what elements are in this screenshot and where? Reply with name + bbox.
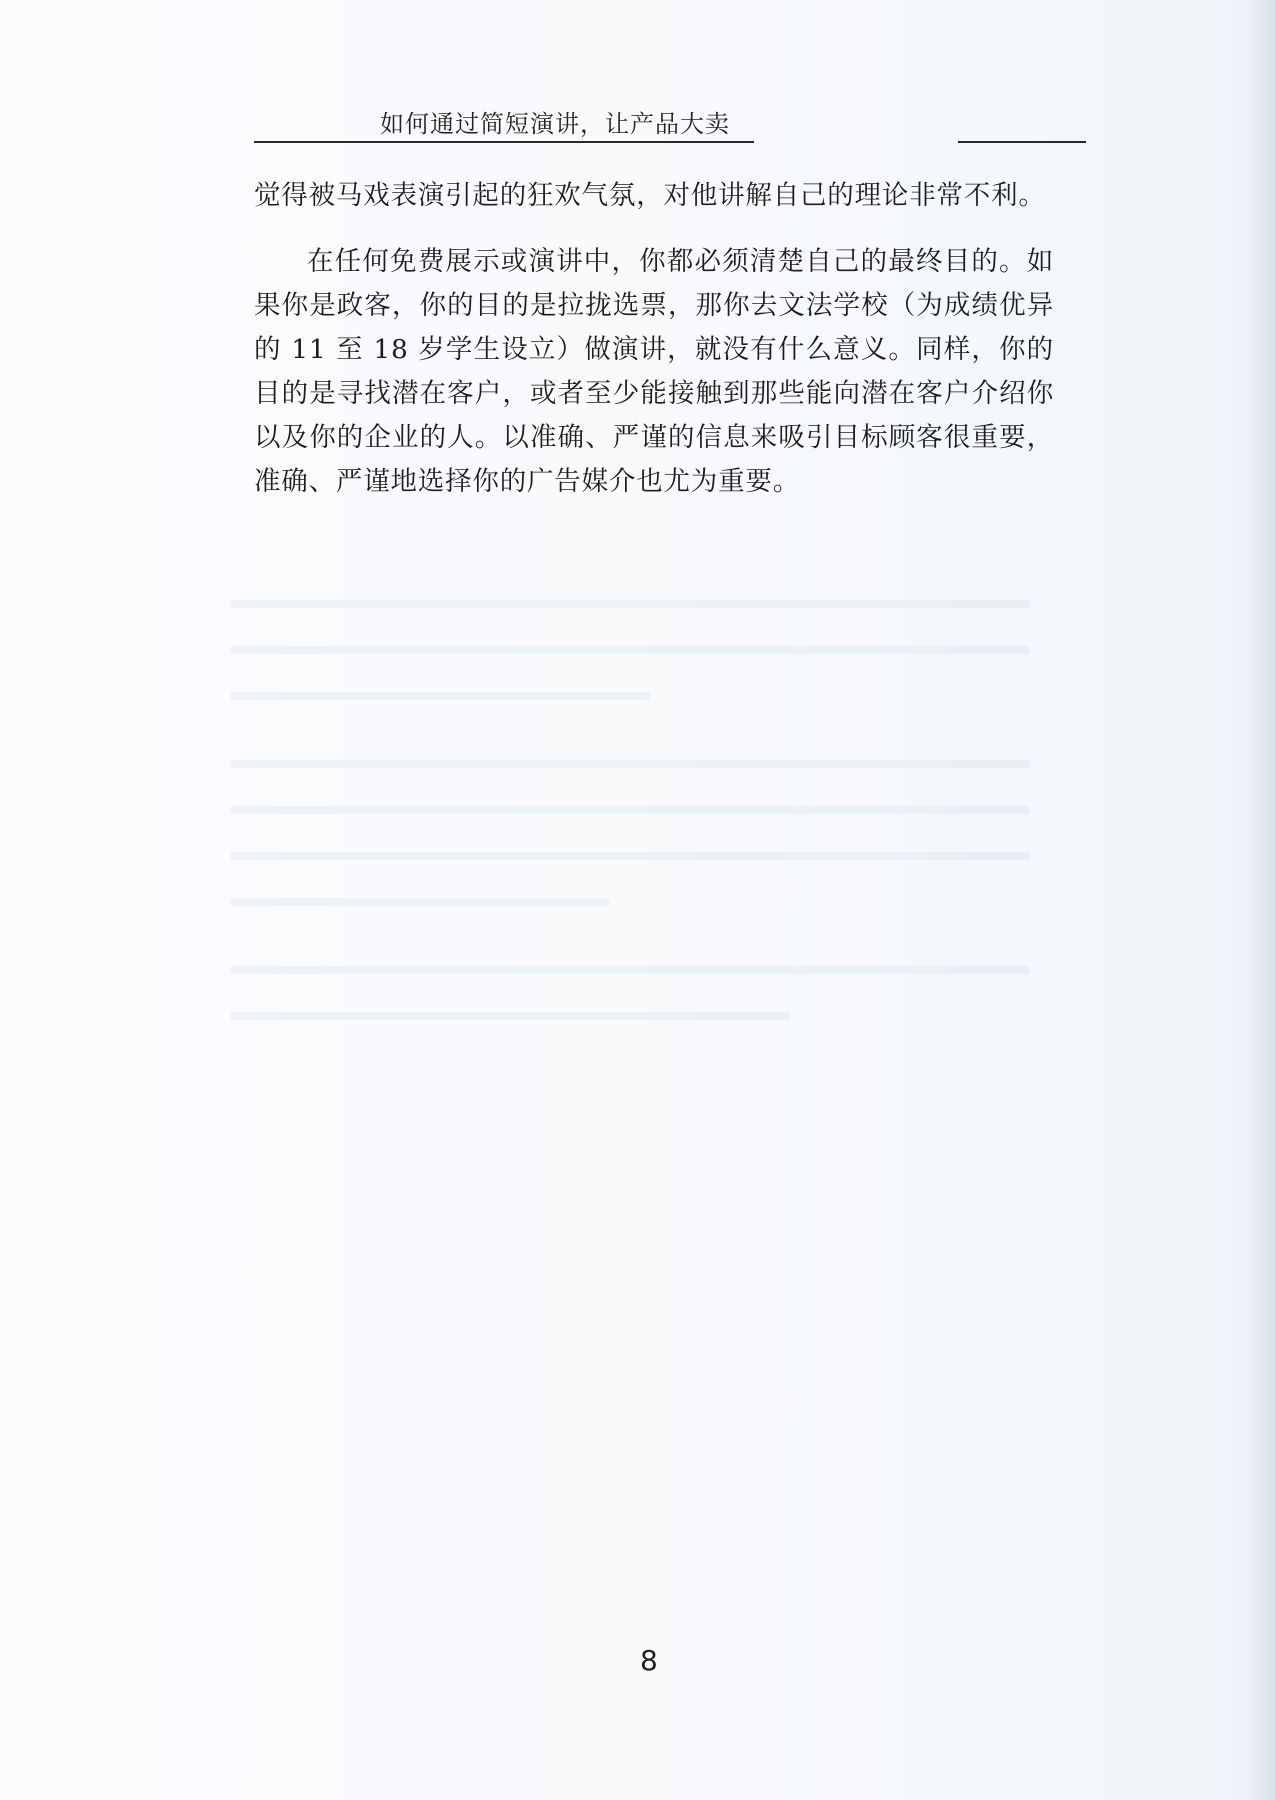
- bleed-through-line: [230, 898, 610, 906]
- bleed-through-line: [230, 646, 1030, 654]
- bleed-through-line: [230, 966, 1030, 974]
- running-header-title: 如何通过简短演讲，让产品大卖: [380, 110, 730, 138]
- bleed-through-line: [230, 852, 1030, 860]
- bleed-through-line: [230, 806, 1030, 814]
- header-rule-left: [254, 141, 754, 143]
- bleed-through-line: [230, 1012, 790, 1020]
- bleed-through-line: [230, 692, 650, 700]
- page-number: 8: [640, 1644, 658, 1677]
- bleed-through-line: [230, 600, 1030, 608]
- page-edge-shadow: [1247, 0, 1275, 1800]
- header-rule-right: [958, 141, 1086, 143]
- paragraph-2: 在任何免费展示或演讲中，你都必须清楚自己的最终目的。如果你是政客，你的目的是拉拢选票，那你去文法学校（为成绩优异的 11 至 18 岁学生设立）做演讲，就没有什么意义。同样，你的目的是寻找潜在客户，或者至少能接触到那些能向潜在客户介绍你以及你的企业的人。以准确、严谨的信息来吸引目标顾客很重要，准确、严谨地选择你的广告媒介也尤为重要。: [254, 246, 1054, 497]
- bleed-through-line: [230, 760, 1030, 768]
- paragraph-1: 觉得被马戏表演引起的狂欢气氛，对他讲解自己的理论非常不利。: [254, 180, 1046, 211]
- body-text: [254, 174, 1054, 504]
